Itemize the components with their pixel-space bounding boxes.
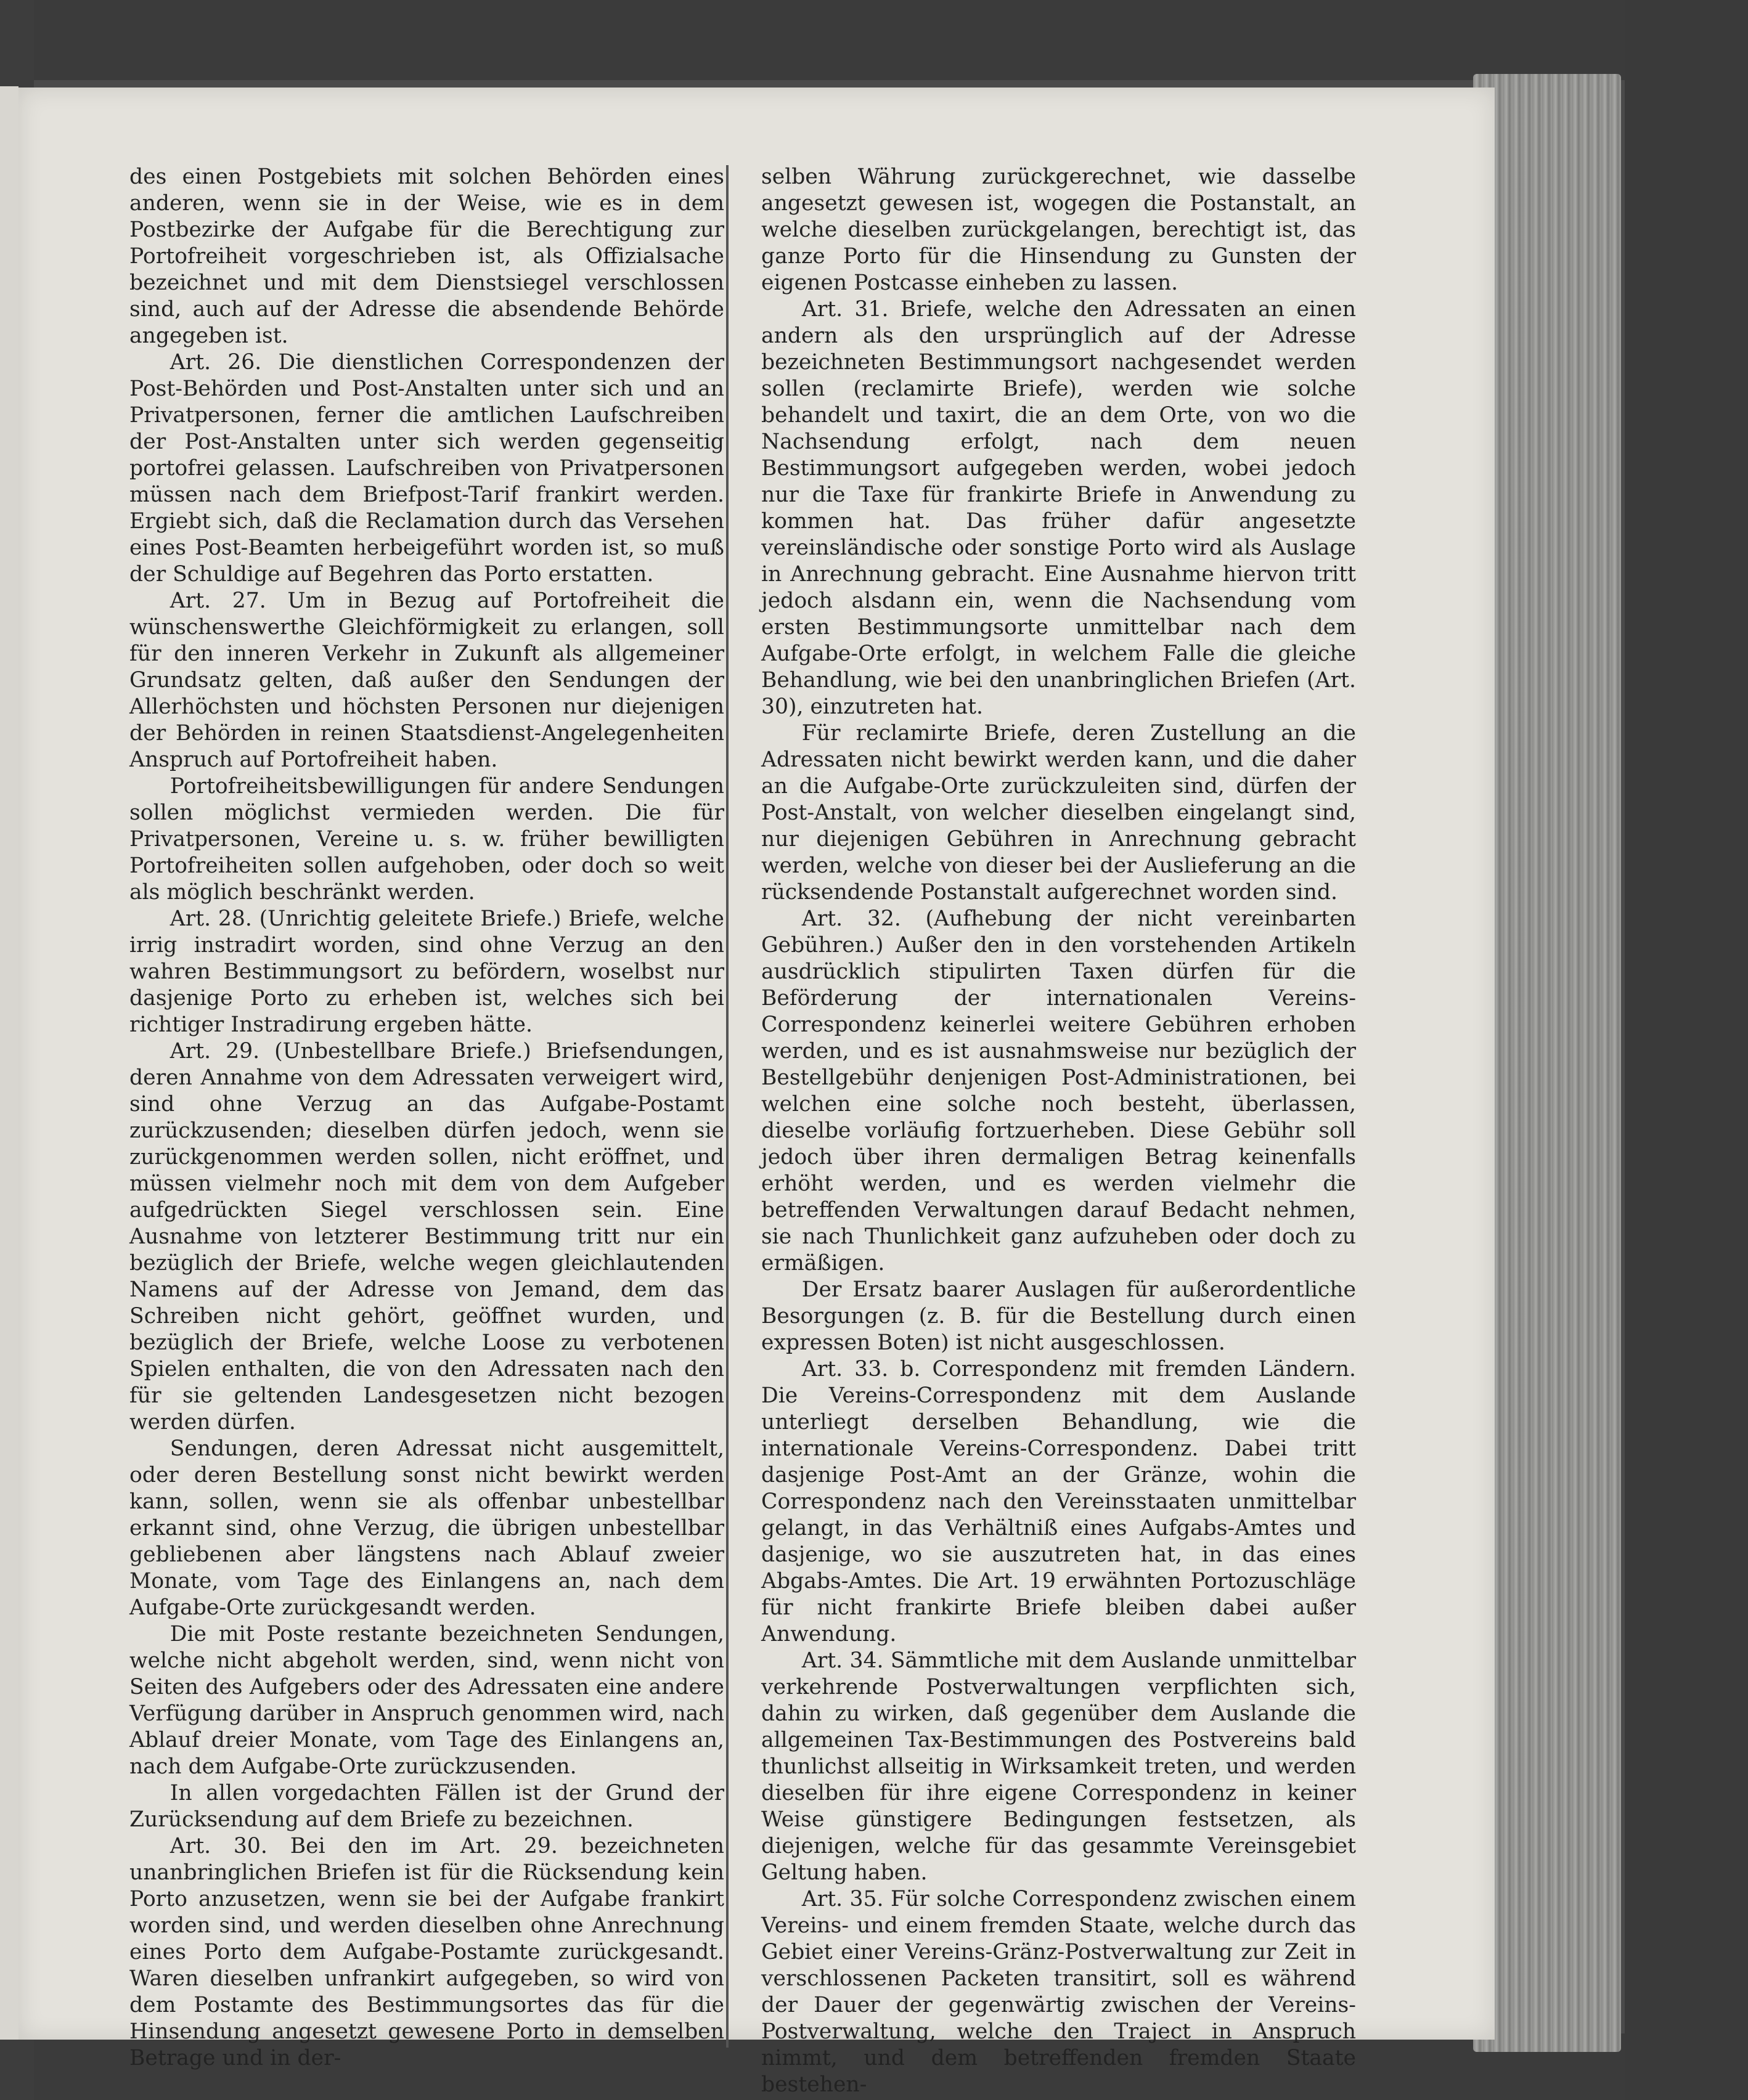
paragraph: des einen Postgebiets mit solchen Behörden eines anderen, wenn sie in der Weise, wie es in dem Postbezirke der Aufgabe für die Berechtigung zur Portofreiheit vorgeschrieben ist, als Offizialsache bezeichnet und mit dem Dienstsiegel verschlossen sind, auch auf der Adresse die absendende Behörde angegeben ist.: [129, 165, 724, 348]
paragraph: Der Ersatz baarer Auslagen für außerordentliche Besorgungen (z. B. für die Bestellung durch einen expressen Boten) ist nicht ausgeschlossen.: [761, 1277, 1356, 1355]
right-column: [761, 164, 1356, 2098]
paragraph-art-28: Art. 28. (Unrichtig geleitete Briefe.) Briefe, welche irrig instradirt worden, sind ohne Verzug an den wahren Bestimmungsort zu befördern, woselbst nur dasjenige Porto zu erheben ist, welches sich bei richtiger Instradirung ergeben hätte.: [129, 906, 724, 1037]
paragraph-art-32: Art. 32. (Aufhebung der nicht vereinbarten Gebühren.) Außer den in den vorstehenden Artikeln ausdrücklich stipulirten Taxen dürfen für die Beförderung der internationalen Vereins-Correspondenz keinerlei weitere Gebühren erhoben werden, und es ist ausnahmsweise nur bezüglich der Bestellgebühr denjenigen Post-Administrationen, bei welchen eine solche noch besteht, überlassen, dieselbe vorläufig fortzuerheben. Diese Gebühr soll jedoch über ihren dermaligen Betrag keinenfalls erhöht werden, und es werden vielmehr die betreffenden Verwaltungen darauf Bedacht nehmen, sie nach Thunlichkeit ganz aufzuheben oder doch zu ermäßigen.: [761, 906, 1356, 1276]
paragraph-art-33: Art. 33. b. Correspondenz mit fremden Ländern. Die Vereins-Correspondenz mit dem Auslande unterliegt derselben Behandlung, wie die internationale Vereins-Correspondenz. Dabei tritt dasjenige Post-Amt an der Gränze, wohin die Correspondenz nach den Vereinsstaaten unmittelbar gelangt, in das Verhältniß eines Aufgabs-Amtes und dasjenige, wo sie auszutreten hat, in das eines Abgabs-Amtes. Die Art. 19 erwähnten Portozuschläge für nicht frankirte Briefe bleiben dabei außer Anwendung.: [761, 1357, 1356, 1646]
left-column: [129, 164, 724, 2072]
paragraph: Sendungen, deren Adressat nicht ausgemittelt, oder deren Bestellung sonst nicht bewirkt werden kann, sollen, wenn sie als offenbar unbestellbar erkannt sind, ohne Verzug, die übrigen unbestellbar gebliebenen aber längstens nach Ablauf zweier Monate, vom Tage des Einlangens an, nach dem Aufgabe-Orte zurückgesandt werden.: [129, 1436, 724, 1620]
paragraph-art-34: Art. 34. Sämmtliche mit dem Auslande unmittelbar verkehrende Postverwaltungen verpflichten sich, dahin zu wirken, daß gegenüber dem Auslande die allgemeinen Tax-Bestimmungen des Postvereins bald thunlichst allseitig in Wirksamkeit treten, und werden dieselben für ihre eigene Correspondenz in keiner Weise günstigere Bedingungen festsetzen, als diejenigen, welche für das gesammte Vereinsgebiet Geltung haben.: [761, 1648, 1356, 1885]
paragraph-art-30: Art. 30. Bei den im Art. 29. bezeichneten unanbringlichen Briefen ist für die Rücksendung kein Porto anzusetzen, wenn sie bei der Aufgabe frankirt worden sind, und werden dieselben ohne Anrechnung eines Porto dem Aufgabe-Postamte zurückgesandt. Waren dieselben unfrankirt aufgegeben, so wird von dem Postamte des Bestimmungsortes das für die Hinsendung angesetzt gewesene Porto in demselben Betrage und in der-: [129, 1834, 724, 2070]
paragraph-art-29: Art. 29. (Unbestellbare Briefe.) Briefsendungen, deren Annahme von dem Adressaten verweigert wird, sind ohne Verzug an das Aufgabe-Postamt zurückzusenden; dieselben dürfen jedoch, wenn sie zurückgenommen werden sollen, nicht eröffnet, und müssen vielmehr noch mit dem von dem Aufgeber aufgedrückten Siegel verschlossen sein. Eine Ausnahme von letzterer Bestimmung tritt nur ein bezüglich der Briefe, welche wegen gleichlautenden Namens auf der Adresse von Jemand, dem das Schreiben nicht gehört, geöffnet wurden, und bezüglich der Briefe, welche Loose zu verbotenen Spielen enthalten, die von den Adressaten nach den für sie geltenden Landesgesetzen nicht bezogen werden dürfen.: [129, 1039, 724, 1435]
paragraph-art-27: Art. 27. Um in Bezug auf Portofreiheit die wünschenswerthe Gleichförmigkeit zu erlangen, soll für den inneren Verkehr in Zukunft als allgemeiner Grundsatz gelten, daß außer den Sendungen der Allerhöchsten und höchsten Personen nur diejenigen der Behörden in reinen Staatsdienst-Angelegenheiten Anspruch auf Portofreiheit haben.: [129, 588, 724, 772]
paragraph: Für reclamirte Briefe, deren Zustellung an die Adressaten nicht bewirkt werden kann, und die daher an die Aufgabe-Orte zurückzuleiten sind, dürfen der Post-Anstalt, von welcher dieselben eingelangt sind, nur diejenigen Gebühren in Anrechnung gebracht werden, welche von dieser bei der Auslieferung an die rücksendende Postanstalt aufgerechnet worden sind.: [761, 721, 1356, 905]
column-divider: [726, 165, 729, 2048]
paragraph: Portofreiheitsbewilligungen für andere Sendungen sollen möglichst vermieden werden. Die für Privatpersonen, Vereine u. s. w. früher bewilligten Portofreiheiten sollen aufgehoben, oder doch so weit als möglich beschränkt werden.: [129, 774, 724, 905]
scanner-background-right: [1625, 0, 1748, 2100]
paragraph: selben Währung zurückgerechnet, wie dasselbe angesetzt gewesen ist, wogegen die Postanstalt, an welche dieselben zurückgelangen, berechtigt ist, das ganze Porto für die Hinsendung zu Gunsten der eigenen Postcasse einheben zu lassen.: [761, 165, 1356, 295]
paragraph: Die mit Poste restante bezeichneten Sendungen, welche nicht abgeholt werden, sind, wenn nicht von Seiten des Aufgebers oder des Adressaten eine andere Verfügung darüber in Anspruch genommen wird, nach Ablauf dreier Monate, vom Tage des Einlangens an, nach dem Aufgabe-Orte zurückzusenden.: [129, 1622, 724, 1779]
paragraph: In allen vorgedachten Fällen ist der Grund der Zurücksendung auf dem Briefe zu bezeichnen.: [129, 1781, 724, 1832]
book-edge: [1473, 74, 1621, 2052]
paragraph-art-26: Art. 26. Die dienstlichen Correspondenzen der Post-Behörden und Post-Anstalten unter sich und an Privatpersonen, ferner die amtlichen Laufschreiben der Post-Anstalten unter sich werden gegenseitig portofrei gelassen. Laufschreiben von Privatpersonen müssen nach dem Briefpost-Tarif frankirt werden. Ergiebt sich, daß die Reclamation durch das Versehen eines Post-Beamten herbeigeführt worden ist, so muß der Schuldige auf Begehren das Porto erstatten.: [129, 350, 724, 587]
paragraph-art-35: Art. 35. Für solche Correspondenz zwischen einem Vereins- und einem fremden Staate, welche durch das Gebiet einer Vereins-Gränz-Postverwaltung zur Zeit in verschlossenen Packeten transitirt, soll es während der Dauer der gegenwärtig zwischen der Vereins-Postverwaltung, welche den Traject in Anspruch nimmt, und dem betreffenden fremden Staate bestehen-: [761, 1887, 1356, 2097]
scanner-background-top: [0, 0, 1748, 80]
paragraph-art-31: Art. 31. Briefe, welche den Adressaten an einen andern als den ursprünglich auf der Adresse bezeichneten Bestimmungsort nachgesendet werden sollen (reclamirte Briefe), werden wie solche behandelt und taxirt, die an dem Orte, von wo die Nachsendung erfolgt, nach dem neuen Bestimmungsort aufgegeben werden, wobei jedoch nur die Taxe für frankirte Briefe in Anwendung zu kommen hat. Das früher dafür angesetzte vereinsländische oder sonstige Porto wird als Auslage in Anrechnung gebracht. Eine Ausnahme hiervon tritt jedoch alsdann ein, wenn die Nachsendung vom ersten Bestimmungsorte unmittelbar nach dem Aufgabe-Orte erfolgt, in welchem Falle die gleiche Behandlung, wie bei den unanbringlichen Briefen (Art. 30), einzutreten hat.: [761, 297, 1356, 719]
facing-page-edge: [0, 86, 18, 2040]
